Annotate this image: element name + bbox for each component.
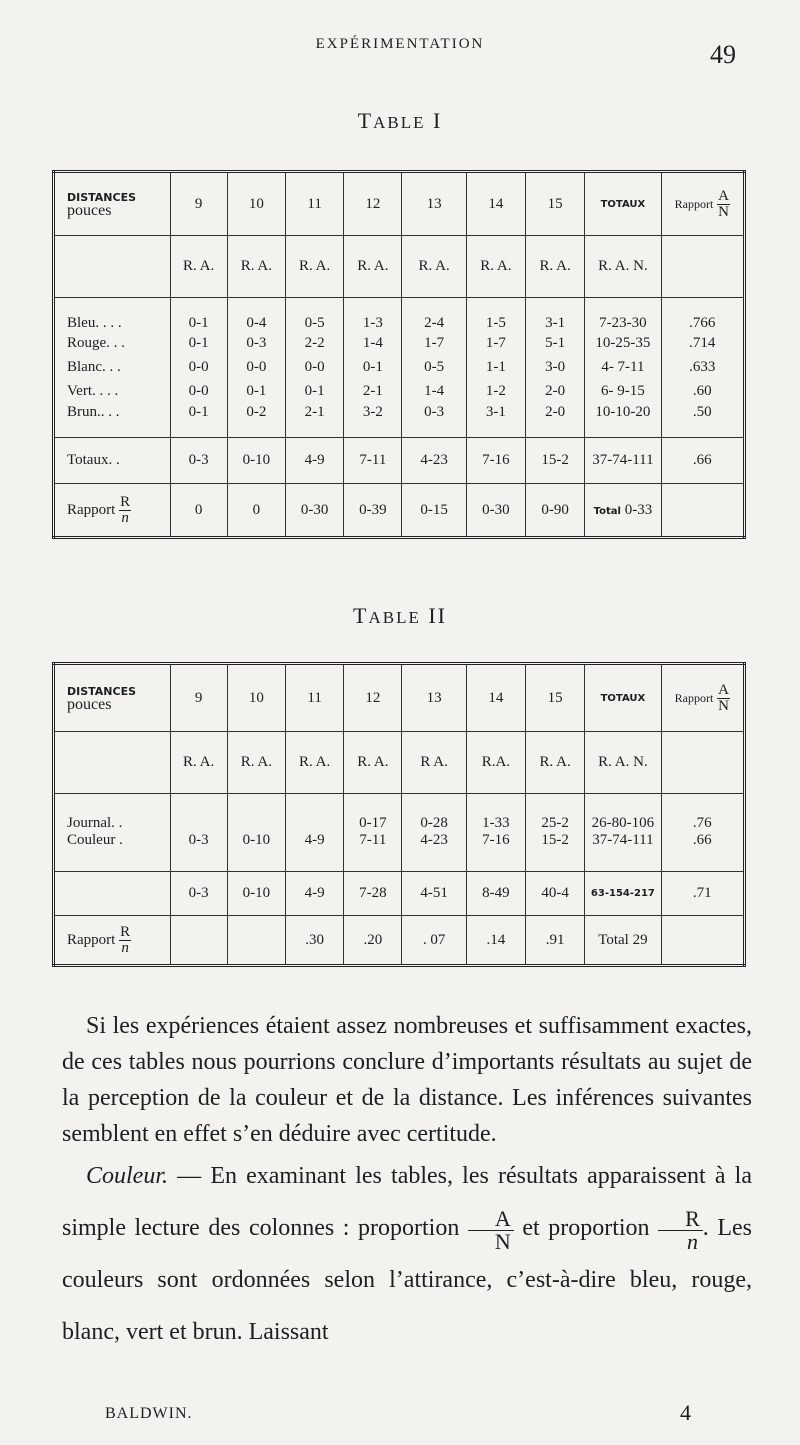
table1-subheader-row [54, 236, 745, 298]
table-cell: 2-2 [285, 332, 343, 356]
table1-subheader: R. A. [285, 236, 343, 298]
row-label: Blanc. . . [67, 359, 121, 375]
table-cell: .30 [285, 916, 343, 966]
table2-subheader: R.A. [466, 732, 525, 794]
table-cell: 3-0 [526, 356, 585, 380]
table-cell: 1-3 [344, 298, 402, 332]
italic-heading: Couleur. [86, 1163, 169, 1189]
table-cell [285, 794, 343, 832]
table-cell: 1-4 [402, 380, 466, 404]
frac-num: R [120, 923, 131, 940]
table1-col-header: 14 [466, 172, 525, 236]
table2-header-row [54, 664, 745, 732]
table-cell: 10-10-20 [585, 404, 661, 438]
table1-title-prefix: T [357, 108, 374, 133]
table-cell: 3-1 [526, 298, 585, 332]
footer-author: BALDWIN. [105, 1405, 193, 1422]
total-label: Total [593, 505, 621, 517]
table2-rapport-header [661, 664, 744, 732]
page-number: 49 [710, 40, 736, 69]
table2-title-prefix: T [353, 603, 369, 628]
table-row [54, 404, 745, 438]
table1-title-rest: ABLE [373, 113, 426, 132]
row-label: Brun.. . . [54, 404, 171, 438]
table-cell: 0 [170, 484, 227, 538]
table-cell: 2-4 [402, 298, 466, 332]
table-cell: 1-1 [466, 356, 525, 380]
table2-dist-label: DISTANCES [67, 684, 137, 698]
table-cell: 0-10 [227, 438, 285, 484]
table-cell: 0-39 [344, 484, 402, 538]
table-cell: 2-1 [285, 404, 343, 438]
row-label [54, 484, 171, 538]
table2-totaux-header: TOTAUX [585, 664, 661, 732]
total-label: Total [598, 931, 629, 948]
table-cell: 4-9 [285, 438, 343, 484]
table-cell: .633 [661, 356, 744, 380]
table1-col-header: 13 [402, 172, 466, 236]
frac-num: A [468, 1208, 514, 1231]
table-cell: 0-2 [227, 404, 285, 438]
table-cell [661, 236, 744, 298]
rapport-label: Rapport [67, 501, 116, 518]
table-cell: 0-5 [285, 298, 343, 332]
table-cell: 7-16 [466, 438, 525, 484]
table-row [54, 298, 745, 332]
table1-title-num: I [433, 108, 443, 133]
table-cell [170, 794, 227, 832]
table-cell: 0-10 [227, 832, 285, 872]
table-row [54, 794, 745, 832]
table-cell: 0-1 [170, 404, 227, 438]
table-row [54, 332, 745, 356]
table-cell: 0-5 [402, 356, 466, 380]
table1-title [0, 108, 800, 134]
table2-title-num: II [428, 603, 447, 628]
table-cell: 0-4 [227, 298, 285, 332]
table-cell: 0-3 [227, 332, 285, 356]
table-cell: 0-1 [285, 380, 343, 404]
table-cell: . 07 [402, 916, 466, 966]
table1-col-header: 9 [170, 172, 227, 236]
table-cell: .76 [661, 794, 744, 832]
frac-num: R [120, 493, 131, 510]
table2-subheader-row [54, 732, 745, 794]
table2-subheader: R. A. [227, 732, 285, 794]
table1-col-header: 10 [227, 172, 285, 236]
table-cell: 2-1 [344, 380, 402, 404]
footer-signature: 4 [680, 1400, 691, 1425]
table-cell: 4-9 [285, 872, 343, 916]
table1-dist-label: DISTANCES [67, 190, 137, 204]
table-cell: 4-23 [402, 832, 466, 872]
text-span: . Les couleurs sont ordonnées selon l’attirance, c’est-à-dire bleu, rouge, blanc, vert et brun. Laissant [62, 1215, 753, 1345]
table-cell: 3-1 [466, 404, 525, 438]
table2-col-header: 15 [526, 664, 585, 732]
fraction-a-n [468, 1208, 514, 1253]
table1 [52, 170, 746, 539]
row-label [54, 916, 171, 966]
table1-dist-sub: pouces [67, 201, 112, 219]
table2-subheader: R. A. [526, 732, 585, 794]
table2-rapport-label: Rapport [674, 690, 714, 705]
table-cell: 8-49 [466, 872, 525, 916]
table-cell: 0-0 [170, 380, 227, 404]
frac-den: N [718, 203, 729, 220]
table2-dist-header [54, 664, 171, 732]
table2-subheader: R. A. [344, 732, 402, 794]
table-cell: 0-3 [170, 438, 227, 484]
table2-col-header: 14 [466, 664, 525, 732]
table-cell: 0-1 [170, 298, 227, 332]
frac-num: R [658, 1208, 703, 1231]
body-text [62, 1008, 752, 1358]
table-cell: 3-2 [344, 404, 402, 438]
table-cell: 0-1 [344, 356, 402, 380]
frac-den: n [686, 1229, 698, 1254]
table-cell: 0-30 [466, 484, 525, 538]
table-cell: 7-11 [344, 438, 402, 484]
table1-rapport-label: Rapport [674, 196, 714, 211]
table1-totaux-header: TOTAUX [585, 172, 661, 236]
table-cell: 1-7 [466, 332, 525, 356]
table-cell: 7-11 [344, 832, 402, 872]
table-cell: .714 [661, 332, 744, 356]
table-cell: .71 [661, 872, 744, 916]
table-cell: 0-90 [526, 484, 585, 538]
table-cell: 0-28 [402, 794, 466, 832]
table-cell: 4-51 [402, 872, 466, 916]
table-cell: .20 [344, 916, 402, 966]
table1-col-header: 12 [344, 172, 402, 236]
row-label: Bleu. . . . [67, 314, 122, 331]
frac-den: n [121, 509, 129, 526]
frac-den: N [494, 1229, 511, 1254]
table2-title [0, 603, 800, 629]
rapport-fraction [119, 925, 131, 956]
table-cell: 0-30 [285, 484, 343, 538]
table-cell: 0-3 [402, 404, 466, 438]
table1-dist-header [54, 172, 171, 236]
table-cell: 0-1 [227, 380, 285, 404]
table1-header-row [54, 172, 745, 236]
table1-subheader: R. A. [344, 236, 402, 298]
row-label: Vert. . . . [67, 383, 119, 399]
table-cell: 5-1 [526, 332, 585, 356]
running-head: EXPÉRIMENTATION [315, 36, 485, 52]
table-cell [54, 732, 171, 794]
table1-subheader: R. A. N. [585, 236, 661, 298]
table-cell: 7-16 [466, 832, 525, 872]
paragraph [62, 1150, 752, 1358]
table-cell: 37-74-111 [585, 832, 661, 872]
table2-col-header: 9 [170, 664, 227, 732]
table-cell: 0-3 [170, 832, 227, 872]
table-cell: 1-7 [402, 332, 466, 356]
table-cell [661, 732, 744, 794]
table-cell: 2-0 [526, 380, 585, 404]
table-cell [54, 236, 171, 298]
table-cell: 0-10 [227, 872, 285, 916]
table2-col-header: 11 [285, 664, 343, 732]
table2-subheader: R. A. [170, 732, 227, 794]
table2-col-header: 10 [227, 664, 285, 732]
text-span: — En examinant les tables, les résultats apparaissent à la simple lecture des colonnes : proportion [62, 1163, 752, 1241]
rapport-label: Rapport [67, 931, 116, 948]
table-cell: 4- 7-11 [585, 356, 661, 380]
table-cell: 40-4 [526, 872, 585, 916]
table-cell [661, 916, 744, 966]
table2-subheader: R A. [402, 732, 466, 794]
table1-subheader: R. A. [466, 236, 525, 298]
table1-col-header: 11 [285, 172, 343, 236]
table-cell: 0-3 [170, 872, 227, 916]
table-row [54, 832, 745, 872]
table2-subheader: R. A. [285, 732, 343, 794]
table2-col-header: 12 [344, 664, 402, 732]
table-cell [227, 794, 285, 832]
row-label: Couleur . [54, 832, 171, 872]
table-cell: 37-74-111 [585, 438, 661, 484]
table-cell: 7-23-30 [585, 298, 661, 332]
frac-den: N [718, 697, 729, 714]
row-label: Rouge. . . [67, 335, 125, 351]
table1-subheader: R. A. [227, 236, 285, 298]
table-cell: 15-2 [526, 832, 585, 872]
table-cell: 0 [227, 484, 285, 538]
table2-subheader: R. A. N. [585, 732, 661, 794]
table1-totaux-row [54, 438, 745, 484]
rapport-fraction [119, 495, 131, 526]
table-cell: 2-0 [526, 404, 585, 438]
table-cell: 0-1 [170, 332, 227, 356]
table-row [54, 380, 745, 404]
table-cell: .50 [661, 404, 744, 438]
table-cell: 25-2 [526, 794, 585, 832]
total-value: 0-33 [624, 501, 653, 518]
table-cell: 1-33 [466, 794, 525, 832]
total-value: 29 [632, 931, 648, 948]
table1-subheader: R. A. [402, 236, 466, 298]
table-row [54, 356, 745, 380]
table-cell: .66 [661, 438, 744, 484]
table-cell: .66 [661, 832, 744, 872]
row-label: Journal. . [67, 814, 123, 831]
table-cell: 15-2 [526, 438, 585, 484]
table2 [52, 662, 746, 967]
table2-rapport-row [54, 916, 745, 966]
table-cell: 0-0 [285, 356, 343, 380]
table2-dist-sub: pouces [67, 695, 112, 713]
table-cell: 4-9 [285, 832, 343, 872]
table2-rapport-fraction [717, 683, 730, 714]
table-cell: 10-25-35 [585, 332, 661, 356]
table-cell: 6- 9-15 [585, 380, 661, 404]
frac-num: A [718, 187, 729, 204]
table-cell [170, 916, 227, 966]
table-cell: 1-5 [466, 298, 525, 332]
table-cell: 1-2 [466, 380, 525, 404]
row-label [54, 872, 171, 916]
table-cell: .14 [466, 916, 525, 966]
table-cell: 63-154-217 [585, 872, 661, 916]
table-cell: .766 [661, 298, 744, 332]
table-cell: 0-0 [227, 356, 285, 380]
table-cell: 0-15 [402, 484, 466, 538]
row-label: Totaux. . [54, 438, 171, 484]
frac-num: A [718, 681, 729, 698]
table-cell [227, 916, 285, 966]
table1-subheader: R. A. [526, 236, 585, 298]
table-cell: 0-0 [170, 356, 227, 380]
table-cell [585, 484, 661, 538]
fraction-r-n [658, 1208, 703, 1253]
table2-col-header: 13 [402, 664, 466, 732]
table-cell: 1-4 [344, 332, 402, 356]
frac-den: n [121, 939, 129, 956]
paragraph: Si les expériences étaient assez nombreuses et suffisamment exactes, de ces tables nous pourrions conclure d’importants résultats au sujet de la perception de la couleur et de la distance. Les inférences suivantes semblent en effet s’en déduire avec certitude. [62, 1013, 752, 1147]
table-cell [585, 916, 661, 966]
table-cell: .60 [661, 380, 744, 404]
table1-subheader: R. A. [170, 236, 227, 298]
table2-totaux-row [54, 872, 745, 916]
table-cell: 4-23 [402, 438, 466, 484]
table-cell [661, 484, 744, 538]
table1-col-header: 15 [526, 172, 585, 236]
table1-rapport-row [54, 484, 745, 538]
table-cell: 26-80-106 [585, 794, 661, 832]
table-cell: 0-17 [344, 794, 402, 832]
table1-rapport-header [661, 172, 744, 236]
table1-rapport-fraction [717, 189, 730, 220]
table2-title-rest: ABLE [368, 608, 421, 627]
table-cell: .91 [526, 916, 585, 966]
text-span: et proportion [513, 1215, 659, 1241]
table-cell: 7-28 [344, 872, 402, 916]
